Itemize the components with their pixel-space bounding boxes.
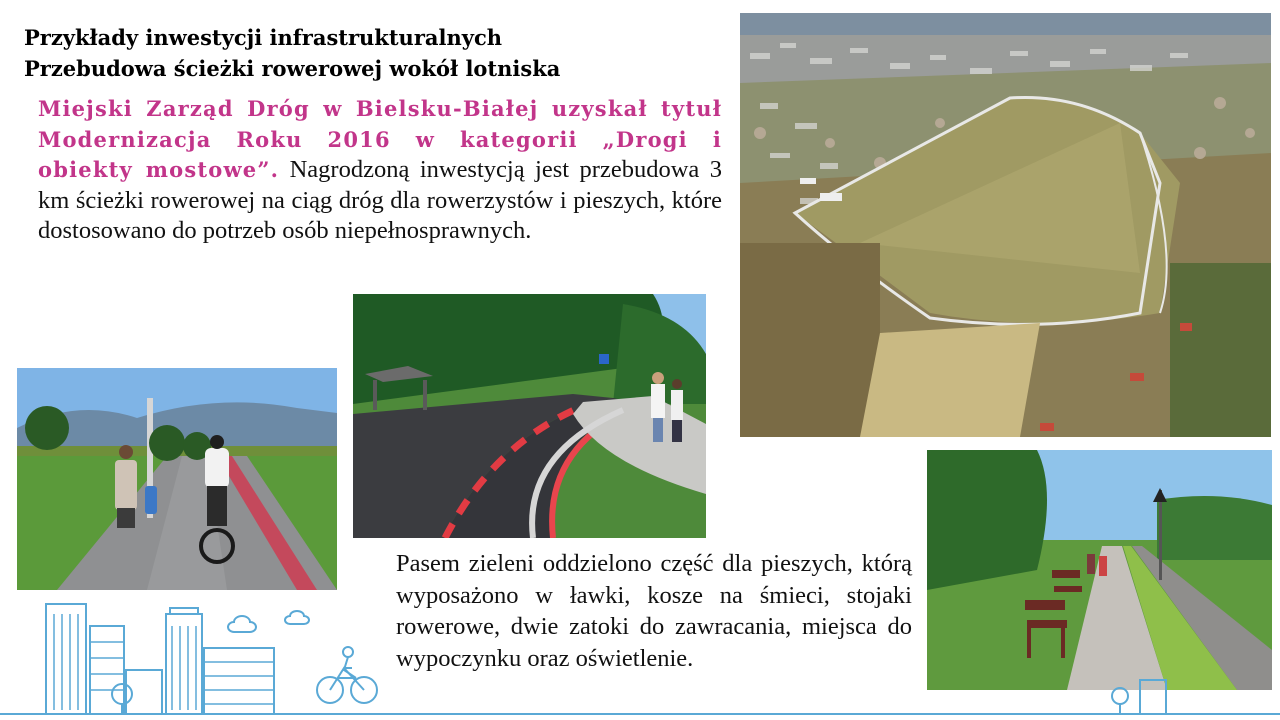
award-paragraph	[38, 94, 722, 247]
aerial-airport-photo	[740, 13, 1271, 437]
slide-title	[24, 22, 724, 84]
award-highlight: Miejski Zarząd Dróg w Bielsku-Białej uzyskał tytuł Modernizacja Roku 2016 w kategorii „Drogi i obiekty mostowe”.	[38, 96, 722, 182]
city-outline-decoration-right	[920, 660, 1280, 720]
pedestrian-path-photo	[927, 450, 1272, 690]
cyclist-path-photo	[17, 368, 337, 590]
greenery-paragraph: Pasem zieleni oddzielono część dla pieszych, którą wyposażono w ławki, kosze na śmieci, stojaki rowerowe, dwie zatoki do zawracania, miejsca do wypoczynku oraz oświetlenie.	[396, 550, 912, 672]
title-line-1: Przykłady inwestycji infrastrukturalnych	[24, 25, 502, 50]
red-bike-lane-photo	[353, 294, 706, 538]
title-line-2: Przebudowa ścieżki rowerowej wokół lotniska	[24, 56, 561, 81]
award-text: Nagrodzoną inwestycją jest przebudowa 3 km ścieżki rowerowej na ciąg dróg dla rowerzystów i pieszych, które dostosowano do potrzeb osób niepełnosprawnych.	[38, 156, 723, 244]
